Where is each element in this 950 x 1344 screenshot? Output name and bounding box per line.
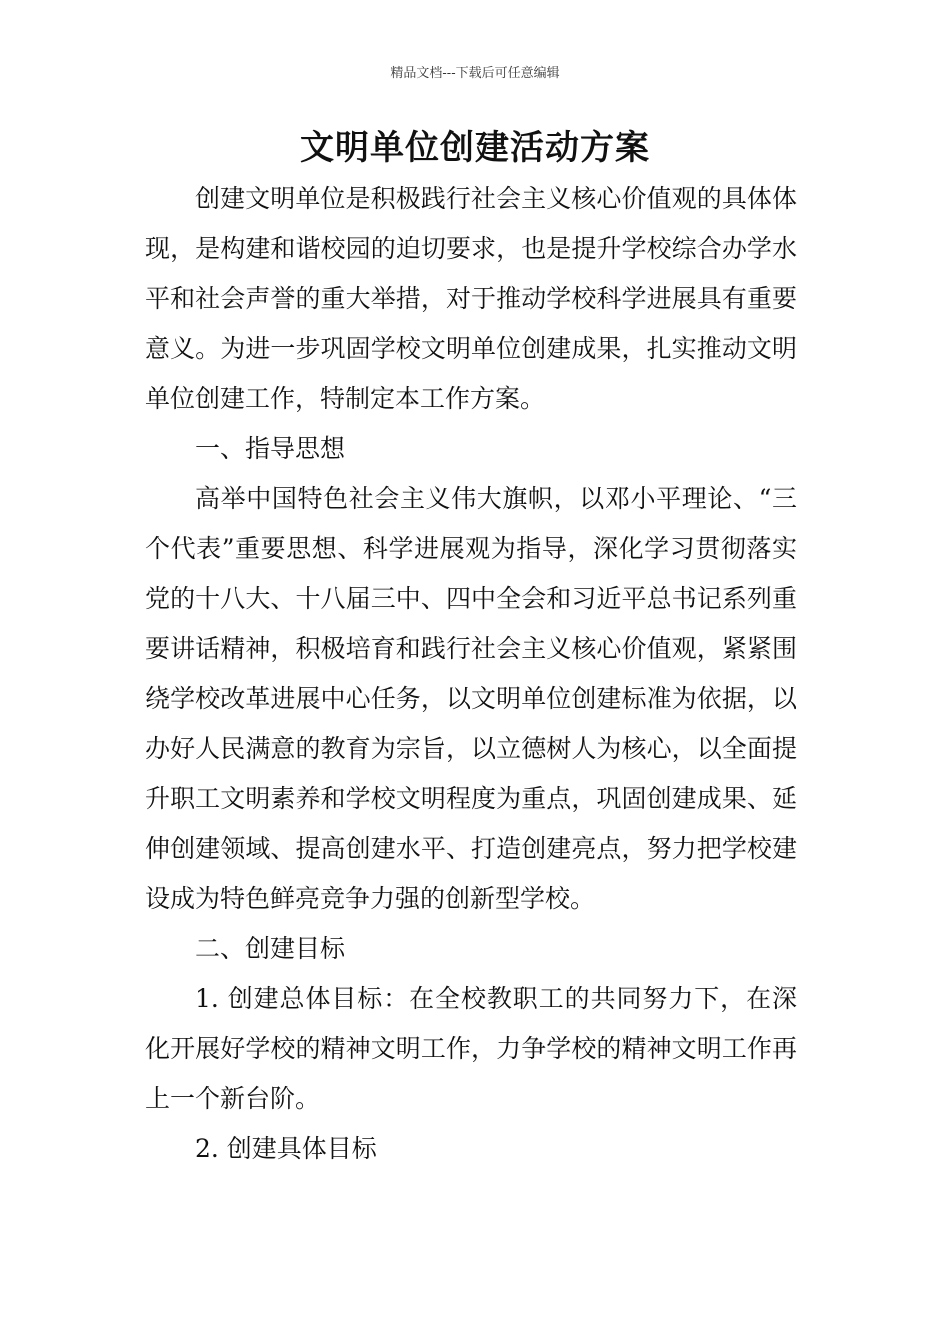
paragraph-specific-goals: 2. 创建具体目标 xyxy=(195,1134,377,1163)
paragraph-guiding-ideology: 高举中国特色社会主义伟大旗帜，以邓小平理论、“三个代表”重要思想、科学进展观为指导，深化学习贯彻落实党的十八大、十八届三中、四中全会和习近平总书记系列重要讲话精神，积极培育和践行社会主义核心价值观，紧紧围绕学校改革进展中心任务，以文明单位创建标准为依据，以办好人民满意的教育为宗旨，以立德树人为核心，以全面提升职工文明素养和学校文明程度为重点，巩固创建成果、延伸创建领域、提高创建水平、打造创建亮点，努力把学校建设成为特色鲜亮竞争力强的创新型学校。 xyxy=(145,484,797,913)
section-heading-goals: 二、创建目标 xyxy=(195,934,346,963)
paragraph-overall-goal: 1. 创建总体目标：在全校教职工的共同努力下，在深化开展好学校的精神文明工作，力争学校的精神文明工作再上一个新台阶。 xyxy=(145,984,797,1113)
paragraph-intro: 创建文明单位是积极践行社会主义核心价值观的具体体现，是构建和谐校园的迫切要求，也是提升学校综合办学水平和社会声誉的重大举措，对于推动学校科学进展具有重要意义。为进一步巩固学校文明单位创建成果，扎实推动文明单位创建工作，特制定本工作方案。 xyxy=(145,184,797,413)
section-heading-guiding-ideology: 一、指导思想 xyxy=(195,434,346,463)
document-body xyxy=(145,174,797,1174)
page-header: 精品文档---下载后可任意编辑 xyxy=(390,66,560,81)
document-title: 文明单位创建活动方案 xyxy=(300,128,650,168)
